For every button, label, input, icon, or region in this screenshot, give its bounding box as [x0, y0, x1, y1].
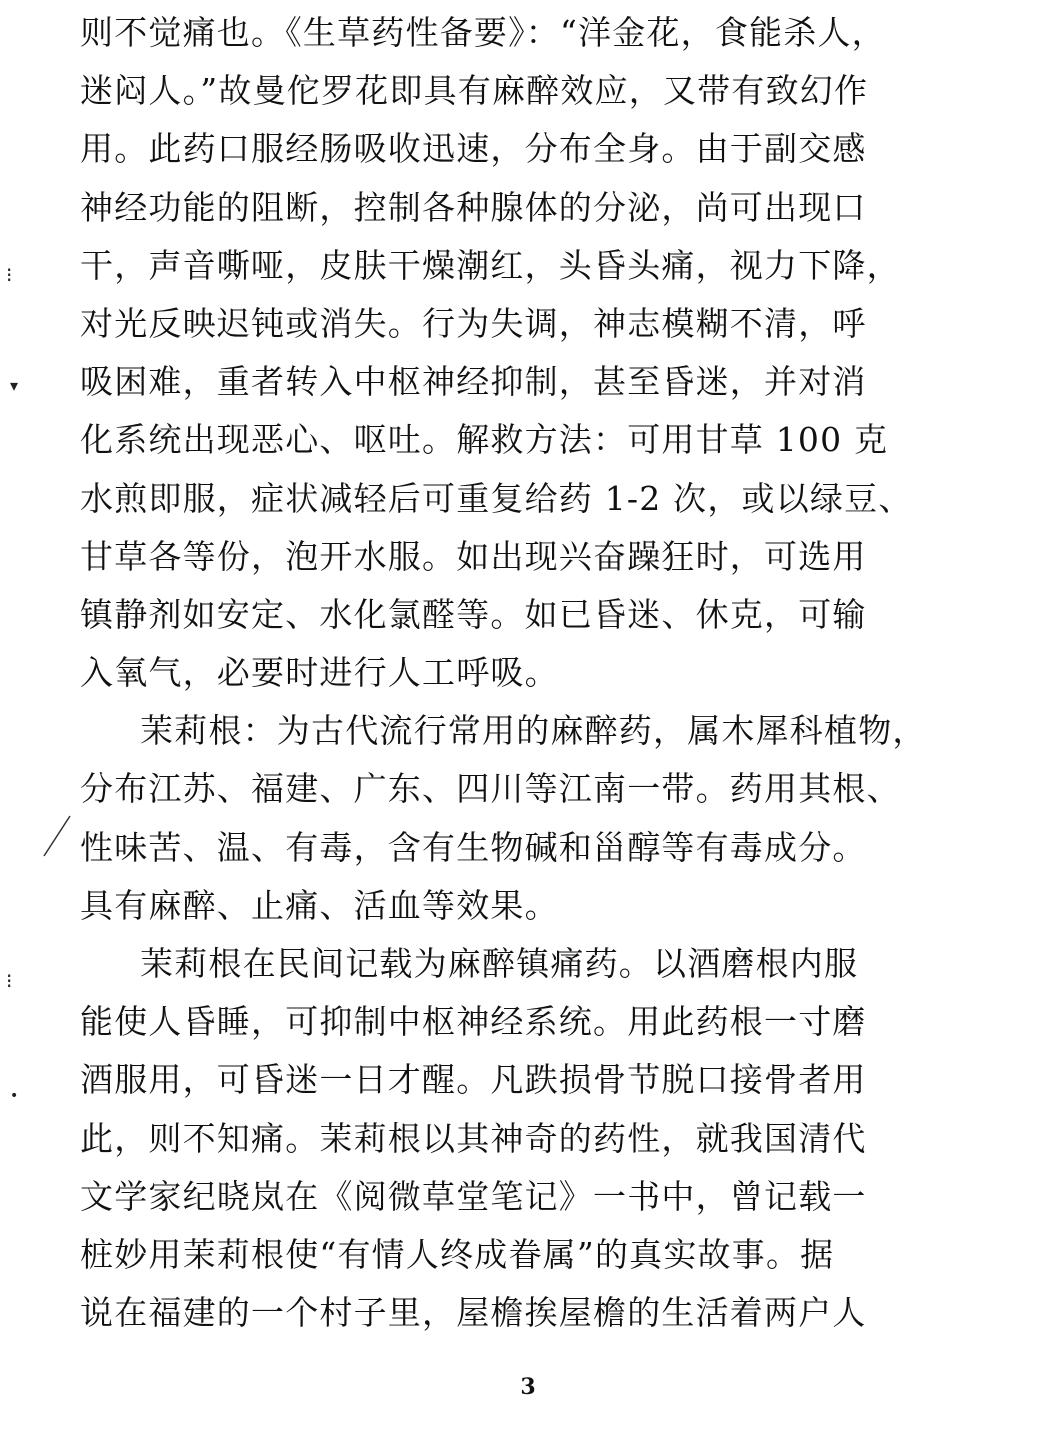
- paragraph-heading-line: 茉莉根：为古代流行常用的麻醉药，属木犀科植物，: [140, 711, 927, 751]
- text-line: 对光反映迟钝或消失。行为失调，神志模糊不清，呼: [80, 303, 867, 343]
- text-line: 说在福建的一个村子里，屋檐挨屋檐的生活着两户人: [80, 1293, 867, 1333]
- text-line: 则不觉痛也。《生草药性备要》：“洋金花，食能杀人，: [80, 13, 886, 52]
- margin-scan-mark: ⁝: [6, 969, 13, 993]
- body-text: [80, 4, 960, 1342]
- text-line: 能使人昏睡，可抑制中枢神经系统。用此药根一寸磨: [80, 1002, 867, 1042]
- text-line: 迷闷人。”故曼佗罗花即具有麻醉效应，又带有致幻作: [80, 71, 869, 111]
- text-line: 甘草各等份，泡开水服。如出现兴奋躁狂时，可选用: [80, 536, 867, 576]
- margin-scan-mark: •: [10, 1088, 19, 1104]
- text-line: 性味苦、温、有毒，含有生物碱和甾醇等有毒成分。: [80, 827, 867, 867]
- text-line: 神经功能的阻断，控制各种腺体的分泌，尚可出现口: [80, 187, 867, 227]
- text-line: 此，则不知痛。茉莉根以其神奇的药性，就我国清代: [80, 1118, 867, 1158]
- text-line: 化系统出现恶心、呕吐。解救方法：可用甘草 100 克: [80, 420, 889, 460]
- pencil-stroke-mark: [40, 812, 80, 862]
- text-line: 入氧气，必要时进行人工呼吸。: [80, 653, 559, 693]
- text-line: 吸困难，重者转入中枢神经抑制，甚至昏迷，并对消: [80, 362, 867, 402]
- paragraph-start-line: 茉莉根在民间记载为麻醉镇痛药。以酒磨根内服: [140, 944, 859, 983]
- text-line: 酒服用，可昏迷一日才醒。凡跌损骨节脱口接骨者用: [80, 1060, 867, 1100]
- margin-scan-mark: ⁝: [6, 263, 13, 287]
- text-line: 具有麻醉、止痛、活血等效果。: [80, 885, 559, 925]
- text-line: 干，声音嘶哑，皮肤干燥潮红，头昏头痛，视力下降，: [80, 245, 901, 285]
- text-line: 用。此药口服经肠吸收迅速，分布全身。由于副交感: [80, 129, 867, 169]
- margin-scan-mark: ▾: [10, 376, 19, 395]
- text-line: 水煎即服，症状减轻后可重复给药 1-2 次，或以绿豆、: [80, 478, 913, 518]
- text-line: 桩妙用茉莉根使“有情人终成眷属”的真实故事。据: [80, 1234, 835, 1274]
- text-line: 镇静剂如安定、水化氯醛等。如已昏迷、休克，可输: [80, 594, 867, 634]
- text-line: 分布江苏、福建、广东、四川等江南一带。药用其根、: [80, 769, 901, 809]
- text-line: 文学家纪晓岚在《阅微草堂笔记》一书中，曾记载一: [80, 1176, 867, 1216]
- page-number: 3: [520, 1374, 536, 1400]
